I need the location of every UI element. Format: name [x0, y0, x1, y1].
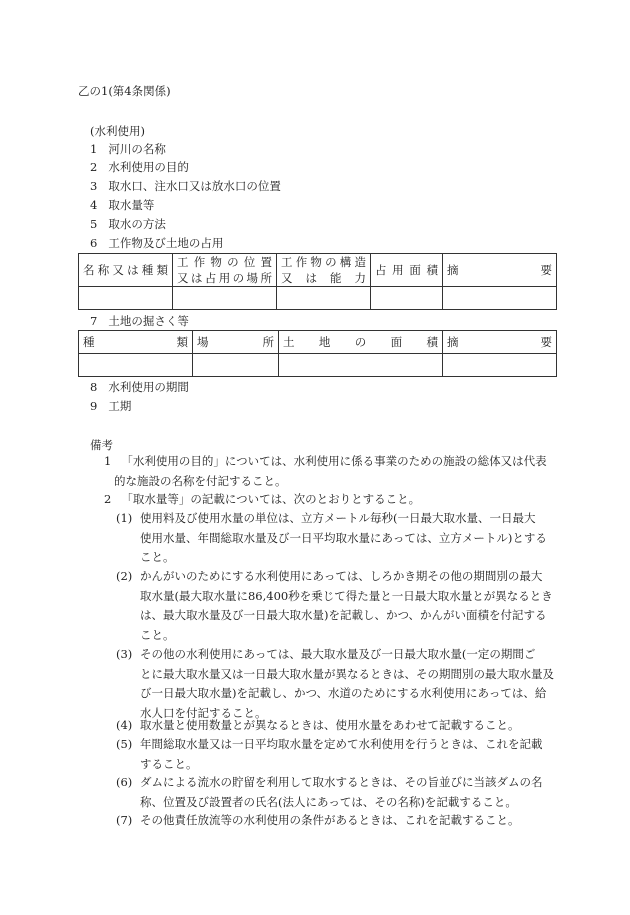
list-item: 3 取水口、注水口又は放水口の位置	[90, 179, 281, 193]
header-char: の	[325, 255, 337, 269]
header-char: 又	[112, 263, 124, 277]
header-char: 占	[204, 271, 217, 285]
table1-empty-cell[interactable]	[79, 287, 173, 310]
subnote-item: (1) 使用料及び使用水量の単位は、立方メートル毎秒(一日最大取水量、一日最大 使用水量、年間総取水量及び一日平均取水量にあっては、立方メートル)とする こと。	[116, 511, 547, 564]
header-char: 能	[330, 271, 342, 285]
header-char: 面	[390, 335, 403, 349]
header-char: 種	[83, 335, 95, 349]
col-location	[173, 254, 277, 287]
header-char: 作	[295, 255, 308, 269]
item-7: 7 土地の掘さく等	[90, 314, 189, 328]
col-name-type	[79, 254, 173, 287]
header-char: 作	[193, 255, 206, 269]
remark-1: 1 「水利使用の目的」については、水利使用に係る事業のための施設の総体又は代表 的な施設の名称を付記すること。	[104, 454, 547, 488]
header-char: 置	[260, 255, 272, 269]
header-char: は	[305, 271, 317, 285]
header-char: 又	[281, 271, 293, 285]
header-char: 摘	[447, 263, 459, 277]
col-structure	[277, 254, 371, 287]
header-char: 用	[392, 263, 404, 277]
table1-empty-cell[interactable]	[277, 287, 371, 310]
header-char: 所	[262, 335, 274, 349]
header-char: の	[227, 255, 239, 269]
header-char: の	[354, 335, 367, 349]
header-char: 称	[97, 263, 110, 277]
header-char: 名	[83, 263, 95, 277]
excavation-table	[78, 330, 557, 377]
header-char: 摘	[447, 335, 459, 349]
header-char: は	[190, 271, 203, 285]
subnote-item: (7) その他責任放流等の水利使用の条件があるときは、これを記載すること。	[116, 813, 520, 827]
col-area	[371, 254, 443, 287]
header-char: の	[232, 271, 245, 285]
header-char: 力	[354, 271, 366, 285]
occupancy-table	[78, 253, 557, 310]
table1-empty-cell[interactable]	[173, 287, 277, 310]
table1-empty-cell[interactable]	[443, 287, 557, 310]
header-char: 場	[246, 271, 259, 285]
subnote-item: (2) かんがいのためにする水利使用にあっては、しろかき期その他の期間別の最大 取水量(最大取水量に86,400秒を乗じて得た量と一日最大取水量とが異なるとき は、最大取水量及び一日最大取水量)を記載し、かつ、かんがい面積を付記する こと。	[116, 569, 553, 642]
list-item: 8 水利使用の期間	[90, 380, 189, 394]
header-char: 又	[177, 271, 189, 285]
header-char: 土	[283, 335, 295, 349]
header-char: 場	[197, 335, 209, 349]
table2-empty-cell[interactable]	[79, 354, 193, 377]
header-char: 占	[375, 263, 387, 277]
header-char: 要	[540, 335, 552, 349]
header-char: 物	[310, 255, 322, 269]
list-item: 9 工期	[90, 399, 132, 413]
col-place	[193, 331, 279, 354]
remarks-title: 備考	[90, 438, 113, 452]
col-type	[79, 331, 193, 354]
list-item: 2 水利使用の目的	[90, 160, 189, 174]
header-char: 構	[339, 255, 352, 269]
header-char: 用	[218, 271, 231, 285]
header-char: 所	[260, 271, 272, 285]
table1-empty-cell[interactable]	[371, 287, 443, 310]
subnote-item: (6) ダムによる流水の貯留を利用して取水するときは、その旨並びに当該ダムの名 称、位置及び設置者の氏名(法人にあっては、その名称)を記載すること。	[116, 775, 543, 809]
table2-empty-cell[interactable]	[193, 354, 279, 377]
subnote-item: (3) その他の水利使用にあっては、最大取水量及び一日最大取水量(一定の期間ご とに最大取水量又は一日最大取水量が異なるときは、その期間別の最大取水量及 び一日最大取水量)を記載し、かつ、水道のためにする水利使用にあっては、給 水人口を付記すること。	[116, 647, 554, 720]
header-char: 要	[540, 263, 552, 277]
col-remarks	[443, 254, 557, 287]
remark-2: 2 「取水量等」の記載については、次のとおりとすること。	[104, 492, 421, 506]
section-label: (水利使用)	[90, 124, 145, 138]
header-char: 積	[426, 335, 438, 349]
col-land-area	[279, 331, 443, 354]
header-char: 造	[354, 255, 366, 269]
table2-empty-cell[interactable]	[279, 354, 443, 377]
header-char: 積	[426, 263, 438, 277]
header-char: 工	[281, 255, 293, 269]
list-item: 4 取水量等	[90, 198, 155, 212]
header-char: 位	[243, 255, 256, 269]
subnote-item: (5) 年間総取水量又は一日平均取水量を定めて水利使用を行うときは、これを記載 すること。	[116, 737, 543, 771]
header-char: 工	[177, 255, 189, 269]
list-item: 5 取水の方法	[90, 217, 166, 231]
table2-empty-cell[interactable]	[443, 354, 557, 377]
subnote-item: (4) 取水量と使用数量とが異なるときは、使用水量をあわせて記載すること。	[116, 718, 520, 732]
header-char: 地	[318, 335, 331, 349]
header-char: 面	[409, 263, 421, 277]
header-char: 種	[141, 263, 154, 277]
header-char: 類	[156, 263, 168, 277]
col-remarks	[443, 331, 557, 354]
list-item: 6 工作物及び土地の占用	[90, 236, 224, 250]
page-heading: 乙の1(第4条関係)	[78, 84, 171, 98]
header-char: は	[127, 263, 139, 277]
header-char: 物	[210, 255, 222, 269]
list-item: 1 河川の名称	[90, 142, 166, 156]
header-char: 類	[176, 335, 188, 349]
